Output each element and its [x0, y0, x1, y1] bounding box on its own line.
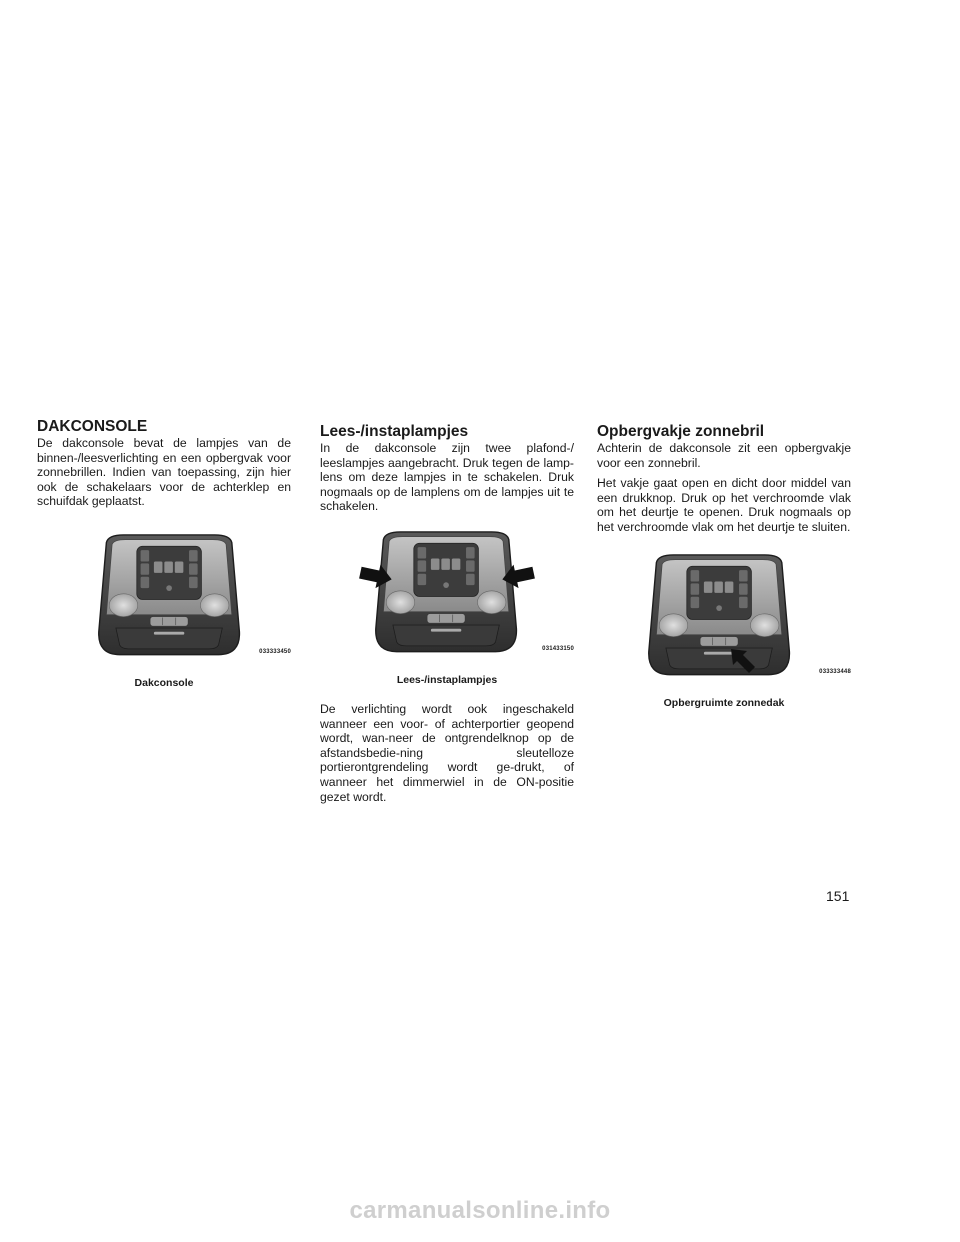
section-paragraph: De verlichting wordt ook ingeschakeld wanneer een voor- of achterportier geopend wordt, wan-neer de ontgrendelknop op de afstandsbedie-ning sleutelloze portierontgrendeling wordt ge-drukt, of wanneer het dimmerwiel in de ON-positie gezet wordt. — [320, 701, 574, 804]
figure-caption: Dakconsole — [134, 676, 194, 689]
section-paragraph: In de dakconsole zijn twee plafond-/ leeslampjes aangebracht. Druk tegen de lamp-lens om deze lampjes in te schakelen. Druk nogmaals op de lamplens om de lampjes uit te schakelen. — [320, 441, 574, 514]
console-illustration — [320, 522, 574, 670]
column-lees-instaplampjes — [320, 418, 574, 810]
page-number: 151 — [826, 888, 850, 904]
figure-caption: Opbergruimte zonnedak — [663, 696, 785, 709]
figure-caption: Lees-/instaplampjes — [396, 673, 498, 686]
column-dakconsole — [37, 418, 291, 689]
figure-code: 033333450 — [259, 648, 291, 655]
section-heading: DAKCONSOLE — [37, 418, 148, 435]
column-opbergvakje-zonnebril — [597, 418, 851, 709]
figure-opbergvakje — [597, 545, 851, 709]
section-heading: Opbergvakje zonnebril — [597, 423, 765, 440]
console-illustration — [37, 525, 291, 673]
watermark: carmanualsonline.info — [349, 1197, 611, 1224]
figure-dakconsole — [37, 525, 291, 689]
section-paragraph: De dakconsole bevat de lampjes van de binnen-/leesverlichting en een opbergvak voor zonnebrillen. Indien van toepassing, zijn hier ook de schakelaars voor de achterklep en schuifdak geplaatst. — [37, 436, 291, 509]
section-paragraph: Achterin de dakconsole zit een opbergvakje voor een zonnebril. — [597, 441, 851, 470]
figure-code: 033333448 — [819, 668, 851, 675]
figure-code: 031433150 — [542, 645, 574, 652]
console-illustration — [597, 545, 851, 693]
section-heading: Lees-/instaplampjes — [320, 423, 469, 440]
section-paragraph: Het vakje gaat open en dicht door middel van een drukknop. Druk op het verchroomde vlak om het deurtje te openen. Druk nogmaals op het verchroomde vlak om het deurtje te sluiten. — [597, 476, 851, 534]
figure-lees-instaplampjes — [320, 522, 574, 686]
